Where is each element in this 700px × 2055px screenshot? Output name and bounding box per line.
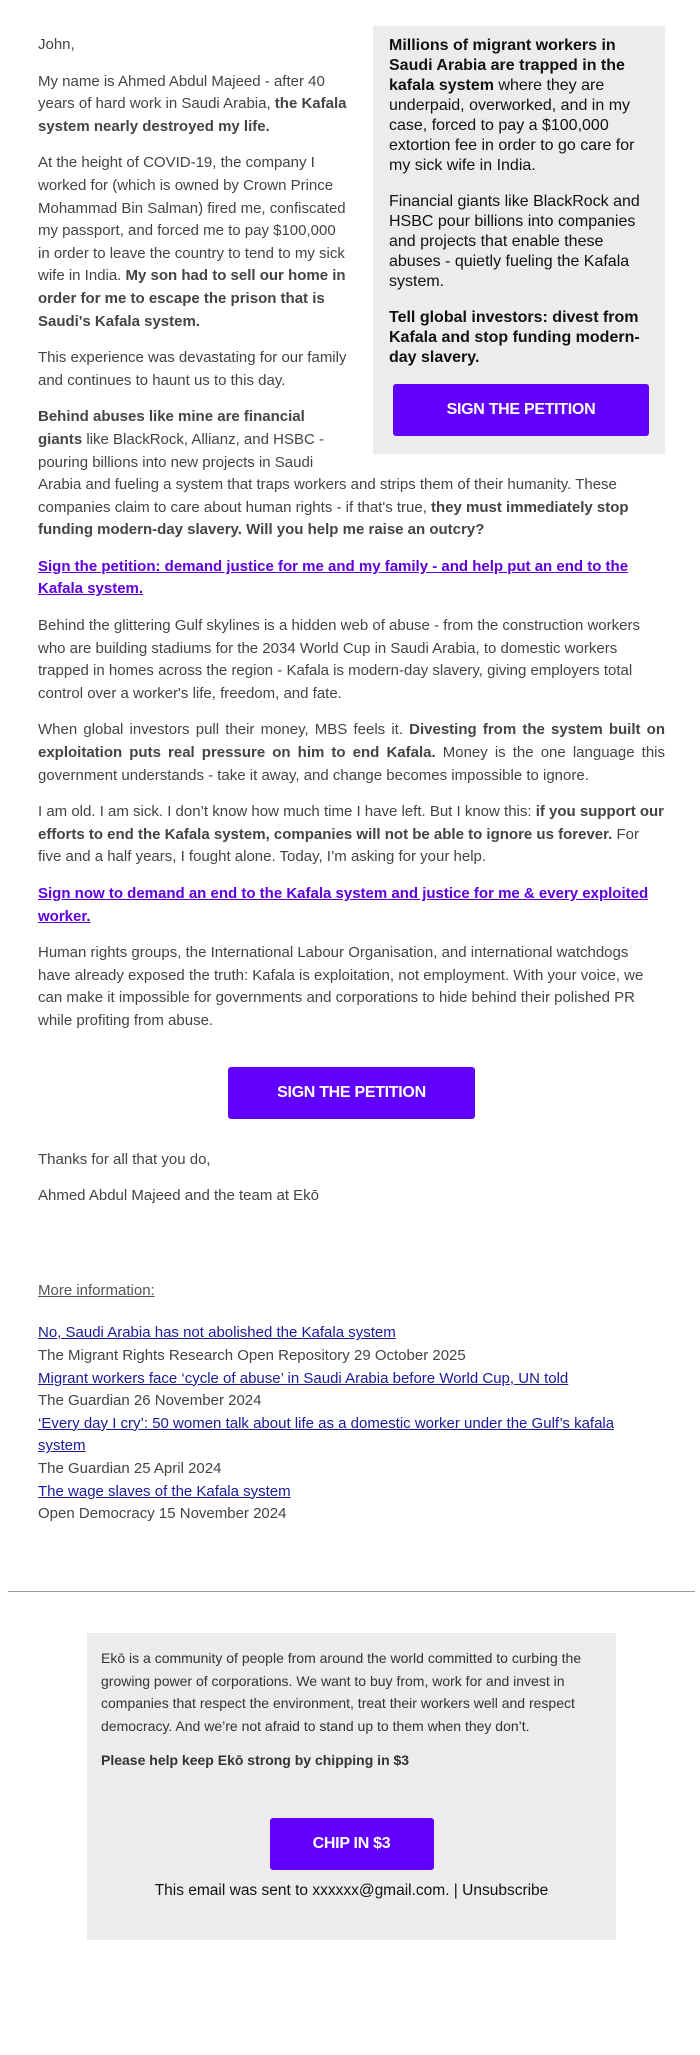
- paragraph-divest: [38, 719, 665, 787]
- footer-appeal-text: Please help keep Ekō strong by chipping in $3: [101, 1752, 410, 1768]
- bold-text: My son had to sell our home in order for me to escape the prison that is Saudi's Kafala system.: [38, 267, 346, 330]
- reference-source: The Migrant Rights Research Open Repository 29 October 2025: [38, 1346, 466, 1364]
- text: For five and a half years, I fought alone. Today, I’m asking for your help.: [38, 825, 639, 866]
- signoff-name: Ahmed Abdul Majeed and the team at Ekō: [38, 1187, 320, 1205]
- text: like BlackRock, Allianz, and HSBC - pouring billions into new projects in Saudi Arabia and fueling a system that traps workers and strips them of their humanity. These companies claim to care about human rights - if that's true,: [38, 430, 617, 516]
- sidebar-sign-petition-button[interactable]: SIGN THE PETITION: [393, 384, 649, 436]
- greeting: John,: [38, 36, 75, 53]
- reference-link[interactable]: The wage slaves of the Kafala system: [38, 1482, 291, 1500]
- bold-text: they must immediately stop funding modern-day slavery. Will you help me raise an outcry?: [38, 498, 629, 539]
- text: At the height of COVID-19, the company I worked for (which is owned by Crown Prince Mohammad Bin Salman) fired me, confiscated my passport, and forced me to pay $100,000 in order to leave the country to tend to my sick wife in India.: [38, 154, 346, 285]
- petition-sidebar: [373, 26, 665, 454]
- reference-source: The Guardian 25 April 2024: [38, 1459, 222, 1477]
- footer-about: Ekō is a community of people from around the world committed to curbing the growing power of corporations. We want to buy from, work for and invest in companies that respect the environment, treat their workers well and respect democracy. And we’re not afraid to stand up to them when they don’t.: [101, 1650, 582, 1734]
- footer-divider: [8, 1591, 695, 1592]
- references-list: [38, 1322, 665, 1525]
- chip-in-button[interactable]: CHIP IN $3: [270, 1818, 434, 1870]
- sidebar-call-to-action: [389, 308, 649, 368]
- reference-link[interactable]: ‘Every day I cry’: 50 women talk about life as a domestic worker under the Gulf’s kafala system: [38, 1414, 615, 1455]
- sign-petition-link[interactable]: Sign the petition: demand justice for me and my family - and help put an end to the Kafala system.: [38, 557, 629, 598]
- reference-link[interactable]: Migrant workers face ‘cycle of abuse’ in Saudi Arabia before World Cup, UN told: [38, 1369, 569, 1387]
- bold-text: Divesting from the system built on exploitation puts real pressure on him to end Kafala.: [38, 721, 665, 762]
- footer-sent-to-unsubscribe[interactable]: This email was sent to xxxxxx@gmail.com. | Unsubscribe: [154, 1881, 549, 1899]
- bold-text: if you support our efforts to end the Kafala system, companies will not be able to ignore us forever.: [38, 803, 665, 843]
- bold-text: Behind abuses like mine are financial giants: [38, 408, 305, 448]
- reference-source: Open Democracy 15 November 2024: [38, 1505, 287, 1523]
- sidebar-intro: [389, 36, 649, 176]
- bold-text: the Kafala system nearly destroyed my life.: [38, 95, 347, 135]
- sign-petition-button[interactable]: SIGN THE PETITION: [228, 1067, 475, 1119]
- paragraph-personal: [38, 801, 665, 869]
- reference-link[interactable]: No, Saudi Arabia has not abolished the Kafala system: [38, 1324, 396, 1342]
- paragraph-impact: This experience was devastating for our family and continues to haunt us to this day.: [38, 349, 347, 389]
- signoff-thanks: Thanks for all that you do,: [38, 1150, 211, 1168]
- email-body: [38, 26, 665, 1526]
- sidebar-paragraph: Financial giants like BlackRock and HSBC pour billions into companies and projects that enable these abuses - quietly fueling the Kafala system.: [389, 193, 640, 290]
- paragraph-gulf: Behind the glittering Gulf skylines is a hidden web of abuse - from the construction workers who are building stadiums for the 2034 World Cup in Saudi Arabia, to domestic workers trapped in homes across the region - Kafala is modern-day slavery, giving employers total control over a worker's life, freedom, and fate.: [38, 617, 640, 702]
- footer-appeal: [101, 1749, 602, 1772]
- sidebar-intro-text: where they are underpaid, overworked, and in my case, forced to pay a $100,000 extortion fee in order to go care for my sick wife in India.: [389, 77, 635, 174]
- reference-source: The Guardian 26 November 2024: [38, 1392, 262, 1410]
- paragraph-rights-groups: Human rights groups, the International Labour Organisation, and international watchdogs have already exposed the truth: Kafala is exploitation, not employment. With your voice, we can make it impossible for governments and corporations to hide behind their polished PR while profiting from abuse.: [38, 944, 644, 1029]
- text: I am old. I am sick. I don’t know how much time I have left. But I know this:: [38, 803, 536, 821]
- more-information-heading: More information:: [38, 1281, 155, 1299]
- footer-box: [87, 1633, 616, 1940]
- sign-now-link[interactable]: Sign now to demand an end to the Kafala system and justice for me & every exploited worker.: [38, 885, 649, 925]
- sidebar-cta-bold: Tell global investors: divest from Kafala and stop funding modern-day slavery.: [389, 309, 640, 366]
- text: When global investors pull their money, MBS feels it.: [38, 721, 410, 739]
- text: Money is the one language this government understands - take it away, and change becomes impossible to ignore.: [38, 744, 665, 784]
- text: My name is Ahmed Abdul Majeed - after 40 years of hard work in Saudi Arabia,: [38, 72, 325, 113]
- sidebar-intro-bold: Millions of migrant workers in Saudi Arabia are trapped in the kafala system: [389, 37, 625, 94]
